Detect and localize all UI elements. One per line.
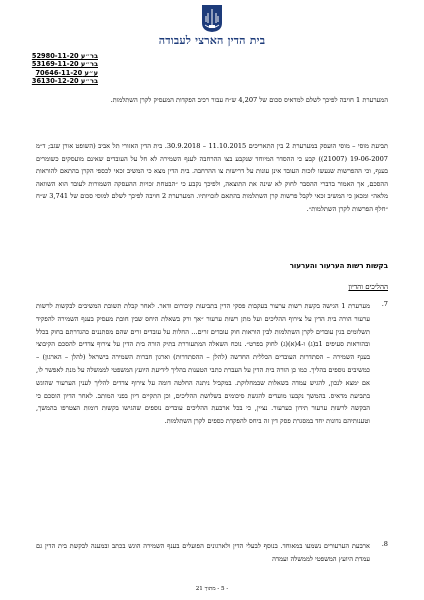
paragraph-number: 7.: [381, 300, 388, 308]
paragraph-text: ארבעת הערעורים נשמעו במאוחד. בנוסף לבעלי הדין ולארגונים הפועלים בענף השמירה הוגש בכתב ובמענה לבקשת בית הדין גם עמדת היועץ המשפטי לממשלה ועמדה: [36, 542, 370, 563]
paragraph-text: מערערת 1 הגישה בקשת רשות ערעור בעקבות פסקי הדין בתביעות קיבורום ודאר. לאחר קבלת תשובת המשיבים לבקשות לרשות ערעור הורה בית הדין על צירוף ההליכים ועל מתן רשות ערעור ״אך ורק בשאלת היחס שבין חובת מעסיק בענף השמירה להפקיד תשלומים בגין עובדים לקרן השתלמות לבין הוראות חוק עובדים זרים... החלות על עובדים זרים שהם מסתננים כהגדרתם בחוק בכלל ובהוראות סעיפים 1ב(ג) ו-4(א)(ג) לחוק בפרט״. נוכח השאלה המתעוררת בתיק הורה בית הדין על צירוף צדדים להסכם הקיבוצי בענף השמירה – הסתדרות העובדים הכללית החדשה (להלן – ההסתדרות) וארגון חברות השמירה בישראל (להלן – הארגון) – כמשיבים נוספים בהליך. כמו כן הורה בית הדין על העברת כתבי הטענות בהליך לידיעת היועץ המשפטי לממשלה על מנת לאפשר לו, אם ימצא לנכון, להגיש עמדה בשאלות שבמחלוקת. במקביל ניתנה החלטה דומה על צירוף צדדים להליך לענין הערעור שהוגש בתביעת מדאיס. בהמשך נקבעו מועדים להגשת סיכומים בשלושת ההליכים, וכן התקיים דיון בפני המותב. לאחר הדיון הוסכם כי הבקשה לרשות ערעור תידון כערעור. נציין, כי בכל ארבעת ההליכים עובדים נוספים שהגישו בקשות דומות הצטרפו בהמשך, וטענותיהם נדונות יחד במסגרת פסק דין זה ביחס להפקדת כספים לקרן השתלמות.: [36, 302, 370, 426]
case-number-list: [32, 52, 98, 86]
section-heading: בקשות רשות הערעור והערעור: [289, 262, 388, 270]
numbered-paragraph-8: [36, 540, 388, 566]
paragraph-mosi-claim: תביעת מוסי – מוסי הועסק במערערת 2 בין התאריכים 11.10.2015 – 30.9.2018. בית הדין האזורי תל אביב (השופט אורן שגב; ד״מ 19-06-2007 (21007)) קבע כי ההסדר המיוחד שנקבע בצו ההרחבה לענף השמירה לא חל על העובדים שאינם מועסקים כשומרים בענף, וכי ההפרשות שנעשו לזכות העובד אינן עונות על דרישות צו ההרחבה. בית הדין מצא כי המשיב זכאי לכספי הקרן בהתאם להוראות ההסכם, אך האמור בדברי ההסבר לחוק לא שינה את התוצאה, ולפיכך נקבע כי ״הבטחת זכויות ההעסקה השמורות לעובד הוא השוואה מלאה״ ומכאן כי המשיב זכאי לקבל פרשות קרן השתלמות בהתאם לזכויותיו. המערערת 2 חויבה לפיכך לשלם למוסי סכום של 3,741 ש״ח ״חלף הפרשות לקרן השתלמות״.: [36, 142, 389, 213]
case-number: בר״ע 36130-12-20: [31, 77, 98, 86]
page-number-footer: - 5 - מתוך 21: [195, 586, 229, 592]
state-emblem-icon: [199, 3, 225, 33]
case-number: ע״ע 70646-11-20: [35, 68, 98, 77]
paragraph-madais-ruling: המערערת 1 חויבה לפיכך לשלם למדאיס סכום של 4,207 ש״ח עבור רכיב הפקדות המעסיק לקרן השתלמות.: [110, 96, 388, 104]
case-number: בר״ע 53169-11-20: [31, 60, 98, 69]
case-number: בר״ע 52980-11-20: [31, 52, 98, 60]
subsection-heading: ההליכים והדיון: [348, 283, 388, 291]
numbered-paragraph-7: [36, 300, 388, 428]
court-title: בית הדין הארצי לעבודה: [158, 34, 266, 47]
paragraph-number: 8.: [381, 540, 388, 548]
